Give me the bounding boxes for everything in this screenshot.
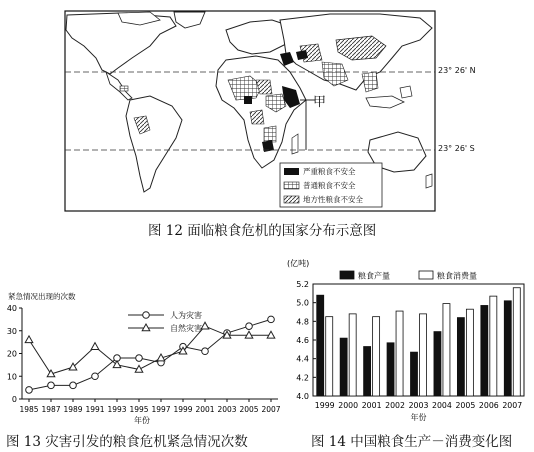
chart13-legend-triangle [142,324,150,331]
chart13-y-tick-label: 10 [6,372,17,382]
chart13-point-circle [92,373,99,380]
chart14-y-tick-label: 4.4 [296,354,309,364]
chart14-x-tick-label: 2002 [385,401,405,410]
chart13-point-circle [48,382,55,389]
chart13-legend-label-2: 自然灾害 [170,324,202,333]
chart13-x-tick-label: 1997 [151,405,171,414]
grain-production-consumption-bar-chart [285,256,534,425]
disaster-emergency-line-chart [0,270,285,425]
chart13-x-tick-label: 1999 [173,405,193,414]
chart14-legend-label-consumption: 粮食消费量 [437,271,477,281]
chart13-point-triangle [91,343,99,350]
chart13-point-triangle [267,331,275,338]
legend-swatch-normal [284,182,299,189]
figure-13-caption: 图 13 灾害引发的粮食危机紧急情况次数 [6,434,248,450]
legend-label-local: 地方性粮食不安全 [303,195,363,204]
chart14-bar-consumption [420,314,427,396]
chart14-y-tick-label: 4.6 [296,336,309,345]
chart13-x-tick-label: 2003 [217,405,237,414]
tropic-cancer-label: 23° 26' N [438,66,476,75]
chart13-series-line-2 [29,326,271,374]
chart13-x-tick-label: 1993 [107,405,127,414]
chart13-y-tick-label: 20 [6,349,17,359]
chart14-bar-production [481,305,488,396]
chart13-point-circle [202,348,209,355]
chart13-legend-circle [143,312,150,319]
chart14-bar-consumption [490,296,497,396]
chart13-x-tick-label: 2001 [195,405,215,414]
chart13-point-circle [136,355,143,362]
chart14-y-unit-label: (亿吨) [287,259,310,268]
chart14-bar-production [504,301,511,396]
chart14-y-tick-label: 5.2 [296,280,309,289]
chart14-bar-production [434,332,441,396]
chart13-series-line-1 [29,319,271,390]
figure-14-caption: 图 14 中国粮食生产－消费变化图 [311,434,513,450]
chart14-bar-production [411,352,418,396]
chart14-legend-label-production: 粮食产量 [358,271,390,281]
chart13-point-triangle [245,331,253,338]
chart13-point-circle [268,316,275,323]
chart14-x-tick-label: 1999 [314,401,335,410]
chart13-title: 紧急情况出现的次数 [8,292,76,301]
chart14-legend-swatch-production [340,271,354,279]
chart14-bar-production [457,318,464,396]
chart14-y-tick-label: 5.0 [296,298,309,308]
chart14-x-tick-label: 2000 [338,401,359,410]
chart14-y-tick-label: 4.2 [296,373,309,383]
chart14-bar-consumption [396,311,403,396]
chart14-legend-swatch-consumption [419,271,433,279]
chart13-x-tick-label: 2007 [261,405,281,414]
chart14-bar-consumption [466,309,473,396]
chart13-y-tick-label: 30 [6,326,17,336]
chart14-x-tick-label: 2003 [408,401,429,410]
chart13-point-circle [70,382,77,389]
chart14-bar-consumption [513,288,520,396]
chart13-legend-label-1: 人为灾害 [170,311,202,320]
chart14-x-axis-label: 年份 [410,413,427,422]
chart13-y-tick-label: 40 [6,304,17,313]
figure-12-caption: 图 12 面临粮食危机的国家分布示意图 [148,223,377,239]
chart14-y-tick-label: 4.0 [296,392,309,401]
chart13-y-tick-label: 0 [11,395,17,404]
chart13-x-tick-label: 1987 [41,405,61,414]
chart14-x-tick-label: 2004 [432,401,452,410]
legend-label-severe: 严重粮食不安全 [303,167,356,176]
chart14-y-tick-label: 4.8 [296,317,309,327]
chart14-bar-consumption [326,317,333,396]
tropic-capricorn-label: 23° 26' S [438,144,475,153]
chart14-x-tick-label: 2007 [502,401,523,410]
chart13-point-triangle [201,322,209,329]
chart13-x-axis-label: 年份 [134,416,150,425]
chart13-x-tick-label: 1985 [19,405,39,414]
chart13-point-circle [246,323,253,330]
chart14-x-tick-label: 2005 [455,401,476,410]
chart14-bar-production [340,338,347,396]
chart14-x-tick-label: 2001 [361,401,382,410]
chart14-bar-production [387,343,394,396]
chart14-bar-production [364,347,371,396]
marker-jia: 甲 [313,95,327,110]
chart13-point-triangle [25,336,33,343]
legend-label-normal: 普通粮食不安全 [303,181,356,190]
chart14-bar-consumption [349,314,356,396]
chart14-bar-consumption [373,317,380,396]
legend-swatch-severe [284,168,299,175]
chart14-x-tick-label: 2006 [478,401,499,410]
legend-swatch-local [284,196,299,203]
chart13-x-tick-label: 1991 [85,405,105,414]
chart13-point-circle [26,387,33,394]
chart14-bar-production [317,295,324,396]
chart13-x-tick-label: 1995 [129,405,149,414]
chart13-x-tick-label: 1989 [63,405,83,414]
chart14-bar-consumption [443,304,450,396]
chart13-x-tick-label: 2005 [239,405,259,414]
chart13-point-triangle [113,361,121,368]
